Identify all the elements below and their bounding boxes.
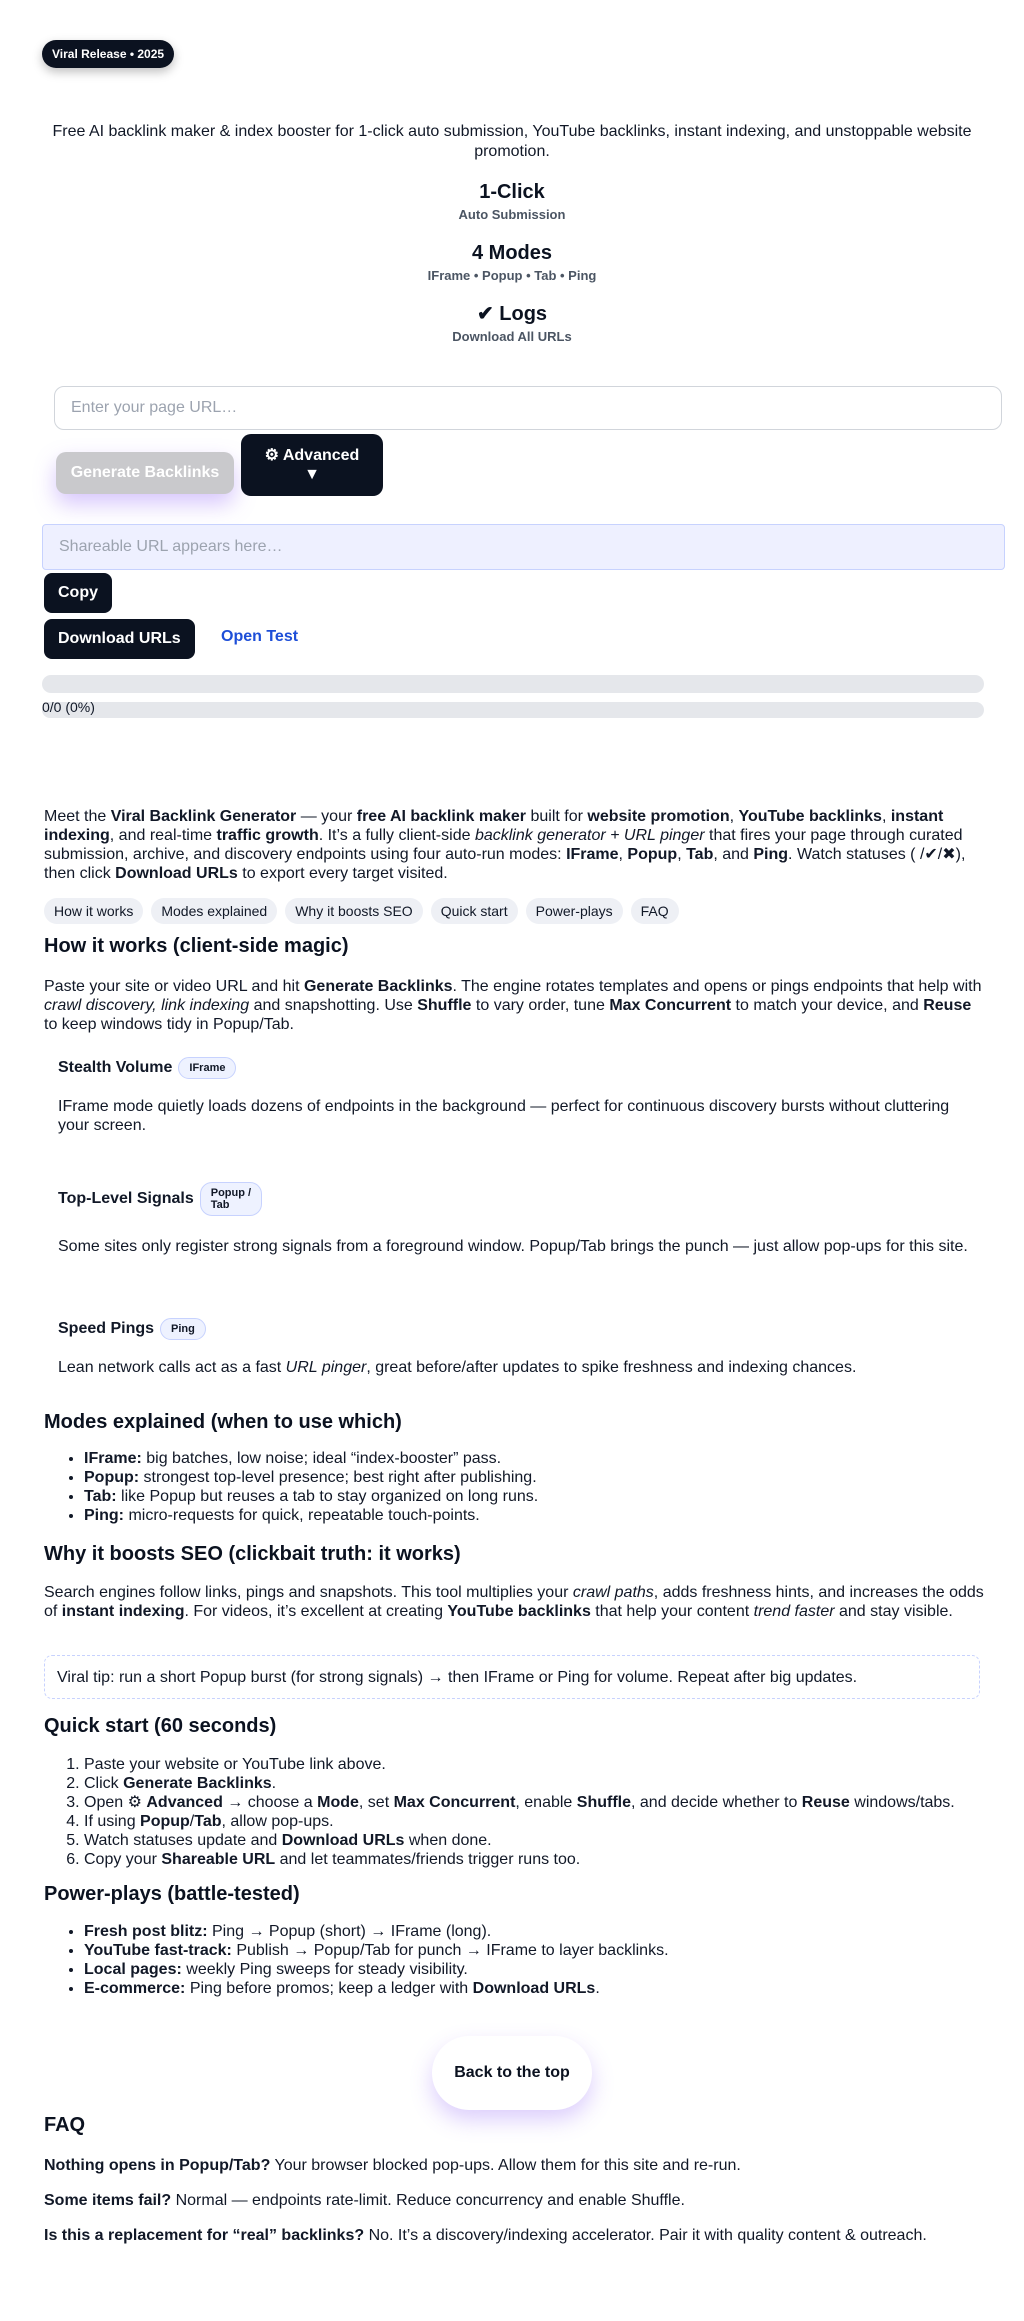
card-speed-pings-text: Lean network calls act as a fast URL pinger, great before/after updates to spike freshness and indexing chances.: [58, 1359, 857, 1376]
list-item: 3. Open ⚙ Advanced → choose a Mode, set Max Concurrent, enable Shuffle, and decide whether to Reuse windows/tabs.: [84, 1793, 984, 1812]
why-seo-paragraph: Search engines follow links, pings and snapshots. This tool multiplies your crawl paths, adds freshness hints, and increases the odds of instant indexing. For videos, it’s excellent at creating YouTube backlinks that help your content trend faster and stay visible.: [44, 1584, 984, 1620]
faq-item: Some items fail? Normal — endpoints rate-limit. Reduce concurrency and enable Shuffle.: [44, 2192, 685, 2209]
power-plays-list: [44, 1922, 984, 1998]
quick-start-heading: Quick start (60 seconds): [44, 1715, 277, 1737]
chevron-down-icon: ▼: [304, 466, 320, 483]
nav-chip-quick-start[interactable]: Quick start: [431, 898, 518, 924]
mode-pill: Popup / Tab: [200, 1182, 262, 1216]
nav-chip-power-plays[interactable]: Power-plays: [526, 898, 623, 924]
mode-pill: IFrame: [178, 1057, 236, 1079]
nav-chip-why-seo[interactable]: Why it boosts SEO: [285, 898, 422, 924]
stat-label: Download All URLs: [452, 329, 572, 344]
list-item: 1. Paste your website or YouTube link above.: [84, 1755, 984, 1774]
back-to-top-button[interactable]: Back to the top: [432, 2036, 592, 2110]
nav-chip-modes[interactable]: Modes explained: [151, 898, 277, 924]
power-plays-heading: Power-plays (battle-tested): [44, 1883, 300, 1905]
list-item: • Fresh post blitz: Ping → Popup (short) → IFrame (long).: [84, 1922, 984, 1941]
stat-value: ✔ Logs: [476, 303, 548, 325]
card-top-level-signals-text: Some sites only register strong signals from a foreground window. Popup/Tab brings the punch — just allow pop-ups for this site.: [58, 1238, 968, 1255]
section-nav: [44, 898, 679, 924]
open-test-link[interactable]: Open Test: [221, 628, 299, 645]
stat-label: Auto Submission: [458, 207, 566, 222]
nav-chip-faq[interactable]: FAQ: [631, 898, 679, 924]
list-item: 4. If using Popup/Tab, allow pop-ups.: [84, 1812, 984, 1831]
card-stealth-volume: Stealth Volume IFrame: [58, 1057, 236, 1079]
nav-chip-how-it-works[interactable]: How it works: [44, 898, 143, 924]
copy-button[interactable]: Copy: [44, 573, 112, 613]
progress-bar: [42, 675, 984, 693]
list-item: 6. Copy your Shareable URL and let teammates/friends trigger runs too.: [84, 1850, 984, 1869]
advanced-label: ⚙ Advanced: [264, 447, 360, 464]
stat-modes: [0, 241, 1024, 285]
faq-heading: FAQ: [44, 2114, 86, 2136]
page-url-input[interactable]: [54, 386, 1002, 430]
stat-one-click: [0, 180, 1024, 224]
release-badge: Viral Release • 2025: [42, 40, 174, 68]
why-seo-heading: Why it boosts SEO (clickbait truth: it works): [44, 1543, 461, 1565]
list-item: • E-commerce: Ping before promos; keep a ledger with Download URLs.: [84, 1979, 984, 1998]
progress-text: 0/0 (0%): [42, 699, 95, 715]
stat-value: 1-Click: [479, 181, 545, 203]
card-speed-pings: Speed Pings Ping: [58, 1318, 206, 1340]
card-top-level-signals: Top-Level Signals Popup / Tab: [58, 1182, 262, 1216]
list-item: • Popup: strongest top-level presence; best right after publishing.: [84, 1468, 984, 1487]
how-it-works-paragraph: Paste your site or video URL and hit Generate Backlinks. The engine rotates templates and opens or pings endpoints that help with crawl discovery, link indexing and snapshotting. Use Shuffle to vary order, tune Max Concurrent to match your device, and Reuse to keep windows tidy in Popup/Tab.: [44, 978, 982, 1033]
quick-start-steps: [44, 1755, 984, 1869]
list-item: 2. Click Generate Backlinks.: [84, 1774, 984, 1793]
how-it-works-heading: How it works (client-side magic): [44, 935, 349, 957]
progress-track: [42, 702, 984, 718]
list-item: • IFrame: big batches, low noise; ideal “index-booster” pass.: [84, 1449, 984, 1468]
shareable-url-field[interactable]: [42, 524, 1005, 570]
faq-item: Is this a replacement for “real” backlinks? No. It’s a discovery/indexing accelerator. Pair it with quality content & outreach.: [44, 2227, 927, 2244]
intro-paragraph: Meet the Viral Backlink Generator — your free AI backlink maker built for website promotion, YouTube backlinks, instant indexing, and real-time traffic growth. It’s a fully client-side backlink generator + URL pinger that fires your page through curated submission, archive, and discovery endpoints using four auto-run modes: IFrame, Popup, Tab, and Ping. Watch statuses ( /✔/✖), then click Download URLs to export every target visited.: [44, 808, 966, 882]
card-stealth-volume-text: IFrame mode quietly loads dozens of endpoints in the background — perfect for continuous discovery bursts without cluttering your screen.: [58, 1098, 950, 1134]
stat-value: 4 Modes: [471, 242, 553, 264]
tagline: Free AI backlink maker & index booster for 1-click auto submission, YouTube backlinks, instant indexing, and unstoppable website promotion.: [52, 123, 972, 160]
list-item: • Local pages: weekly Ping sweeps for steady visibility.: [84, 1960, 984, 1979]
advanced-settings-button[interactable]: [241, 434, 383, 496]
viral-tip: Viral tip: run a short Popup burst (for strong signals) → then IFrame or Ping for volume. Repeat after big updates.: [44, 1655, 980, 1699]
list-item: • YouTube fast-track: Publish → Popup/Tab for punch → IFrame to layer backlinks.: [84, 1941, 984, 1960]
mode-pill: Ping: [160, 1318, 206, 1340]
stat-label: IFrame • Popup • Tab • Ping: [427, 268, 597, 283]
faq-item: Nothing opens in Popup/Tab? Your browser blocked pop-ups. Allow them for this site and re-run.: [44, 2157, 741, 2174]
stat-logs: [0, 302, 1024, 346]
generate-backlinks-button[interactable]: Generate Backlinks: [56, 452, 234, 494]
list-item: 5. Watch statuses update and Download URLs when done.: [84, 1831, 984, 1850]
modes-heading: Modes explained (when to use which): [44, 1411, 402, 1433]
download-urls-button[interactable]: Download URLs: [44, 619, 195, 659]
modes-list: [44, 1449, 984, 1525]
list-item: • Tab: like Popup but reuses a tab to stay organized on long runs.: [84, 1487, 984, 1506]
list-item: • Ping: micro-requests for quick, repeatable touch-points.: [84, 1506, 984, 1525]
